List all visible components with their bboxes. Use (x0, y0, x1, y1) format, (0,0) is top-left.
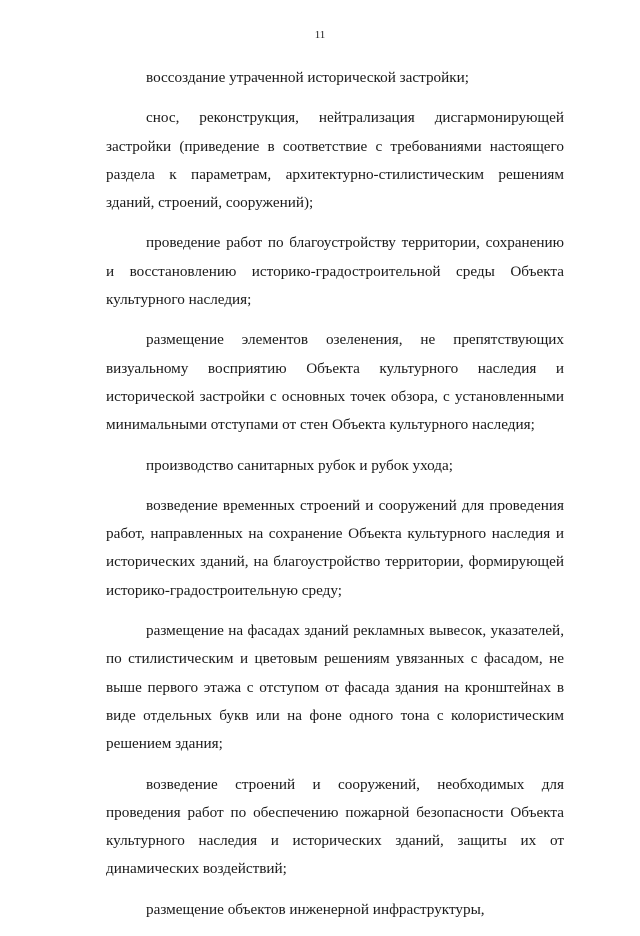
paragraph: снос, реконструкция, нейтрализация дисгармонирующей застройки (приведение в соответствие с требованиями настоящего раздела к параметрам, архитектурно-стилистическим решениям зданий, строений, сооружений); (106, 109, 564, 212)
document-body (106, 64, 564, 936)
paragraph: возведение временных строений и сооружений для проведения работ, направленных на сохранение Объекта культурного наследия и исторических зданий, на благоустройство территории, формирующей историко-градостроительную среду; (106, 496, 564, 599)
paragraph: размещение объектов инженерной инфраструктуры, (146, 900, 485, 918)
paragraph: размещение элементов озеленения, не препятствующих визуальному восприятию Объекта культурного наследия и исторической застройки с основных точек обзора, с установленными минимальными отступами от стен Объекта культурного наследия; (106, 331, 564, 434)
paragraph: проведение работ по благоустройству территории, сохранению и восстановлению историко-градостроительной среды Объекта культурного наследия; (106, 234, 564, 309)
paragraph: возведение строений и сооружений, необходимых для проведения работ по обеспечению пожарной безопасности Объекта культурного наследия и исторических зданий, защиты их от динамических воздействий; (106, 775, 564, 878)
paragraph: производство санитарных рубок и рубок ухода; (146, 456, 453, 474)
page-number: 11 (314, 29, 326, 41)
paragraph: воссоздание утраченной исторической застройки; (146, 69, 469, 86)
paragraph: размещение на фасадах зданий рекламных вывесок, указателей, по стилистическим и цветовым решениям увязанных с фасадом, не выше первого этажа с отступом от фасада здания на кронштейнах в виде отдельных букв или на фоне одного тона с колористическим решением здания; (106, 622, 564, 753)
